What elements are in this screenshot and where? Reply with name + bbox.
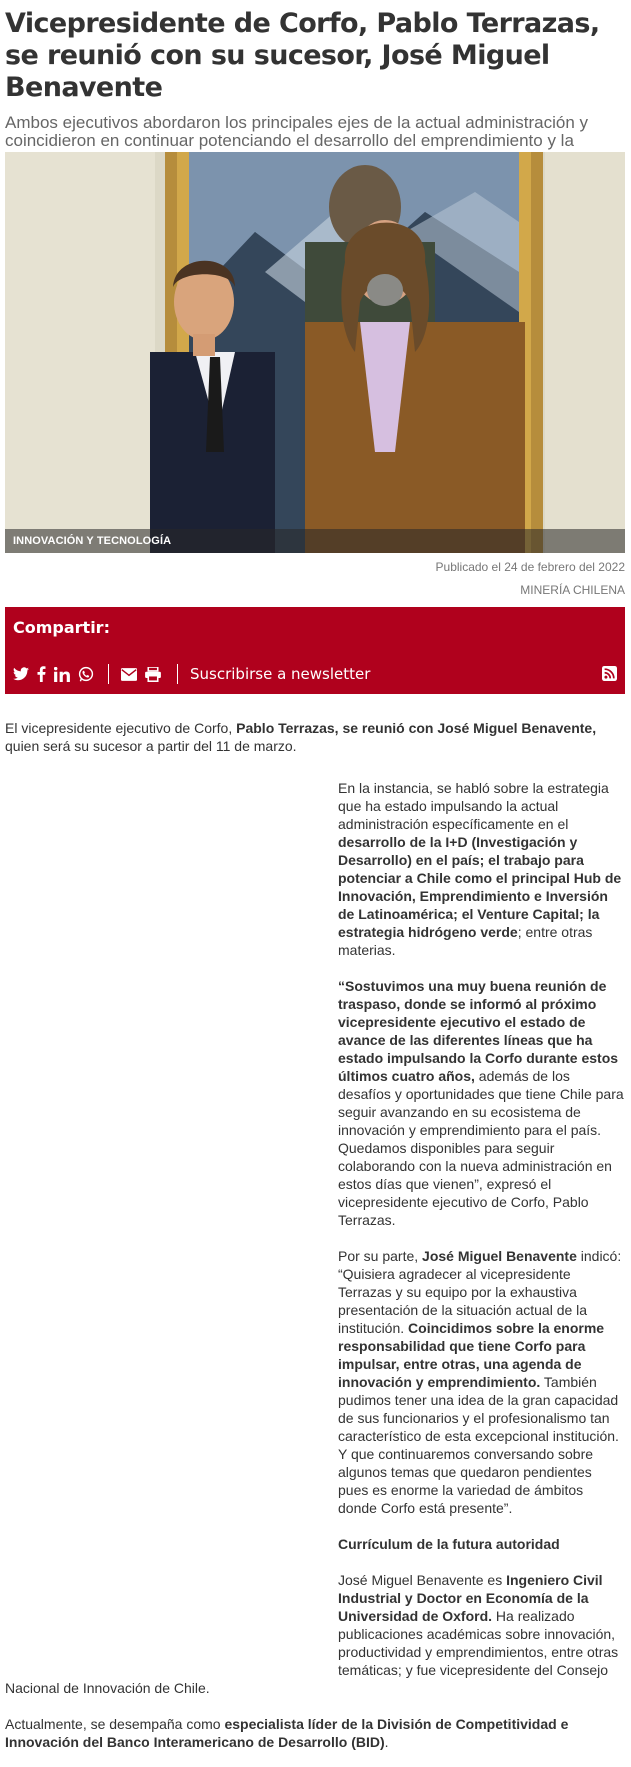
rss-icon[interactable]	[602, 666, 617, 686]
text-run: Por su parte,	[338, 1248, 423, 1264]
paragraph-strategy	[338, 779, 625, 959]
article-source: MINERÍA CHILENA	[520, 583, 625, 597]
share-title: Compartir:	[13, 618, 110, 637]
linkedin-icon[interactable]	[54, 667, 70, 682]
article-title: Vicepresidente de Corfo, Pablo Terrazas, se reunió con su sucesor, José Miguel Benavente	[5, 8, 600, 103]
newsletter-link[interactable]: Suscribirse a newsletter	[190, 665, 371, 683]
text-run: José Miguel Benavente es	[338, 1572, 507, 1588]
text-run: En la instancia, se habló sobre la estrategia que ha estado impulsando la actual administración específicamente en el	[338, 780, 609, 832]
share-actions	[13, 664, 370, 684]
section-heading-cv	[338, 1535, 625, 1553]
text-run: ; entre otras materias.	[338, 924, 593, 958]
paragraph-current-role	[5, 1715, 625, 1751]
text-run: Actualmente, se desempaña como	[5, 1716, 225, 1732]
mail-icon[interactable]	[121, 668, 137, 681]
share-bar	[5, 607, 625, 694]
publish-date: Publicado el 24 de febrero del 2022	[435, 560, 625, 574]
twitter-icon[interactable]	[13, 667, 29, 681]
text-run: indicó: “Quisiera agradecer al vicepresidente Terrazas y su equipo por la exhaustiva presentación de la situación actual de la institución.	[338, 1248, 622, 1336]
paragraph-cv-continued: Nacional de Innovación de Chile.	[5, 1680, 210, 1696]
text-run: quien será su sucesor a partir del 11 de marzo.	[5, 738, 297, 754]
bold-run: desarrollo de la I+D (Investigación y Desarrollo) en el país; el trabajo para potenciar a Chile como el principal Hub de Innovación, Emprendimiento e Inversión de Latinoamérica; el Venture Capital; la estrategia hidrógeno verde	[338, 834, 622, 940]
bold-run: Coincidimos sobre la enorme responsabilidad que tiene Corfo para impulsar, entre otras, una agenda de innovación y emprendimiento.	[338, 1320, 605, 1390]
facebook-icon[interactable]	[37, 666, 46, 682]
category-tag[interactable]: INNOVACIÓN Y TECNOLOGÍA	[5, 529, 625, 553]
bold-run: Pablo Terrazas, se reunió con José Miguel Benavente,	[236, 720, 597, 736]
paragraph-cv	[338, 1571, 625, 1679]
share-divider	[177, 664, 178, 684]
paragraph-quote-terrazas	[338, 977, 625, 1229]
lead-paragraph	[5, 719, 625, 755]
paragraph-quote-benavente	[338, 1247, 625, 1517]
text-run: .	[384, 1734, 389, 1750]
text-run: El vicepresidente ejecutivo de Corfo,	[5, 720, 237, 736]
bold-run: especialista líder de la División de Competitividad e Innovación del Banco Interamericano de Desarrollo (BID)	[5, 1716, 569, 1750]
bold-run: Ingeniero Civil Industrial y Doctor en Economía de la Universidad de Oxford.	[338, 1572, 603, 1624]
share-divider	[108, 664, 109, 684]
article-subtitle: Ambos ejecutivos abordaron los principales ejes de la actual administración y coincidieron en continuar potenciando el desarrollo del emprendimiento y la	[5, 113, 589, 150]
text-run: También pudimos tener una idea de la gran capacidad de sus funcionarios y el profesionalismo tan característico de esta excepcional institución. Y que continuaremos conversando sobre algunos temas que quedaron pendientes pues es enorme la variedad de ámbitos donde Corfo está presente”.	[338, 1374, 619, 1516]
bold-run: Currículum de la futura autoridad	[338, 1536, 560, 1552]
whatsapp-icon[interactable]	[78, 666, 94, 682]
print-icon[interactable]	[145, 667, 161, 682]
text-run: además de los desafíos y oportunidades que tiene Chile para seguir avanzando en su ecosistema de innovación y emprendimiento para el país. Quedamos disponibles para seguir colaborando con la nueva administración en estos días que vienen”, expresó el vicepresidente ejecutivo de Corfo, Pablo Terrazas.	[338, 1068, 624, 1228]
bold-run: “Sostuvimos una muy buena reunión de traspaso, donde se informó al próximo vicepresidente ejecutivo el estado de avance de las diferentes líneas que ha estado impulsando la Corfo durante estos últimos cuatro años,	[338, 978, 619, 1084]
text-run: Ha realizado publicaciones académicas sobre innovación, productividad y emprendimientos, entre otras temáticas; y fue vicepresidente del Consejo	[338, 1608, 619, 1678]
article	[5, 0, 625, 1750]
bold-run: José Miguel Benavente	[422, 1248, 577, 1264]
hero-image	[5, 152, 625, 553]
hero-photo-illustration	[5, 152, 625, 553]
